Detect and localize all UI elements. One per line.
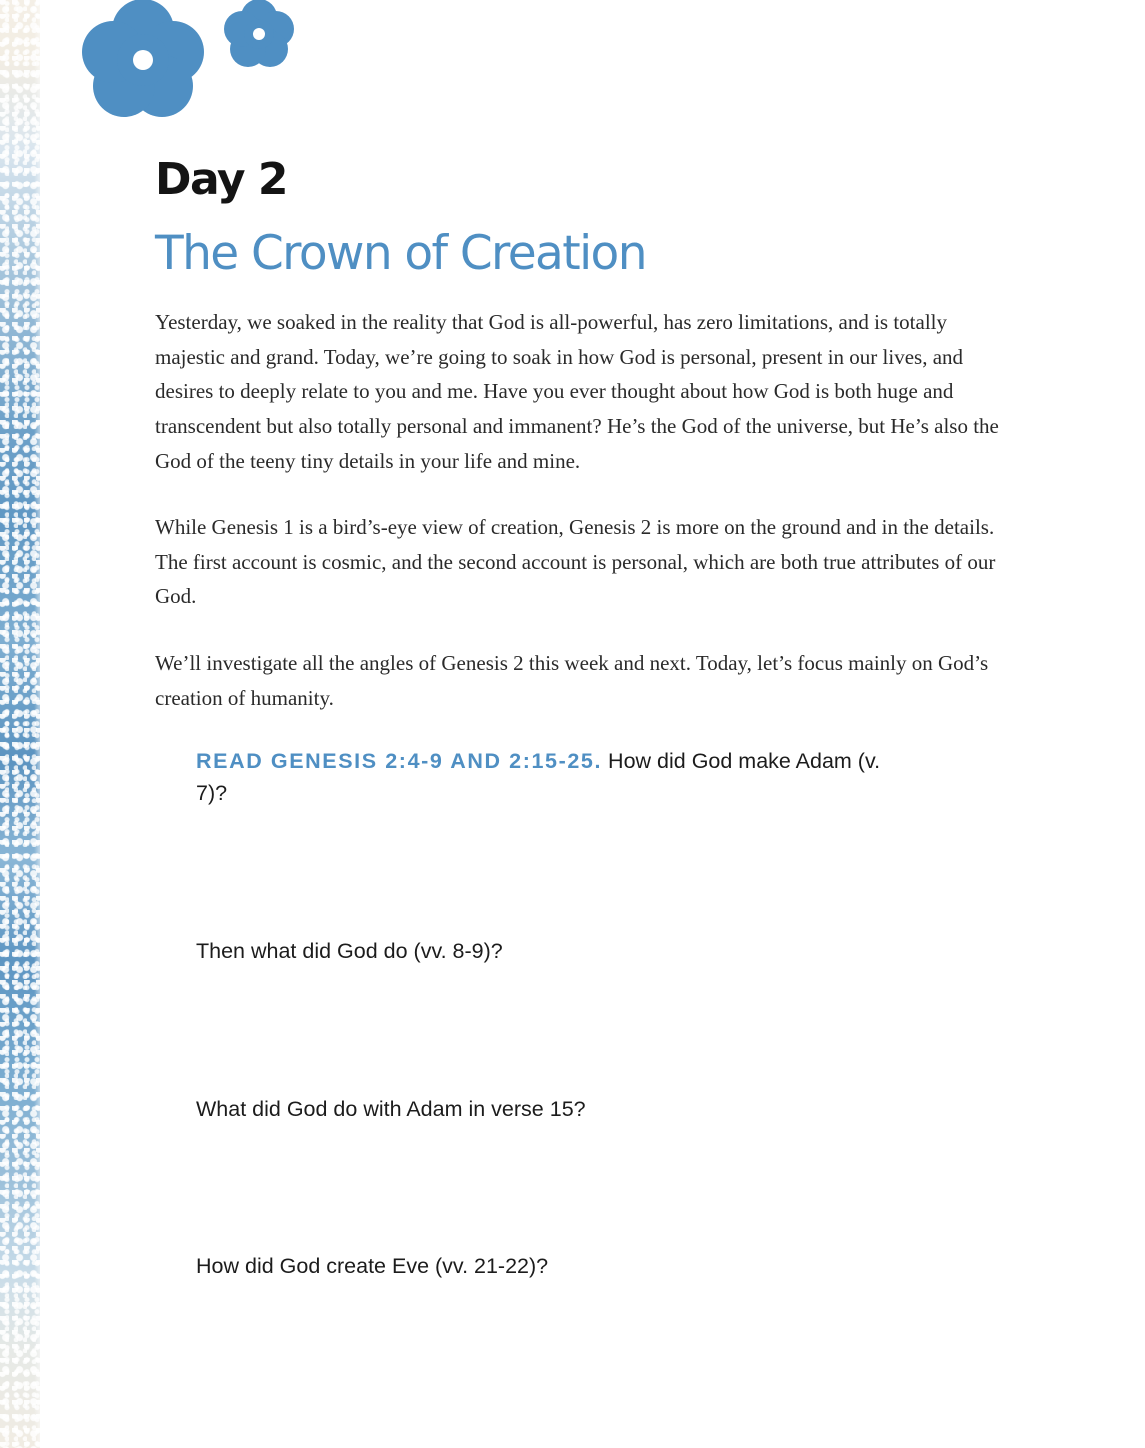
small-flower-icon — [224, 0, 294, 67]
question-2: Then what did God do (vv. 8-9)? — [196, 939, 503, 963]
day-label: Day 2 — [155, 154, 287, 205]
body-paragraph: We’ll investigate all the angles of Genesis 2 this week and next. Today, let’s focus mainly on God’s creation of humanity. — [155, 651, 989, 710]
flower-decoration — [0, 0, 320, 140]
read-prompt: READ GENESIS 2:4-9 AND 2:15-25. — [196, 749, 603, 773]
question-1 — [196, 745, 896, 809]
body-paragraph: Yesterday, we soaked in the reality that God is all-powerful, has zero limitations, and is totally majestic and grand. Today, we’re going to soak in how God is personal, present in our lives, and desires to deeply relate to you and me. Have you ever thought about how God is both huge and transcendent but also totally personal and immanent? He’s the God of the universe, but He’s also the God of the teeny tiny details in your life and mine. — [155, 310, 999, 473]
question-4: How did God create Eve (vv. 21-22)? — [196, 1254, 549, 1278]
large-flower-icon — [82, 0, 204, 117]
page-title: The Crown of Creation — [155, 226, 646, 281]
question-1-text: How did God make Adam (v. 7)? — [196, 749, 881, 805]
body-paragraph: While Genesis 1 is a bird’s-eye view of creation, Genesis 2 is more on the ground and in the details. The first account is cosmic, and the second account is personal, which are both true attributes of our God. — [155, 515, 996, 609]
watercolor-edge — [0, 0, 40, 1448]
question-3: What did God do with Adam in verse 15? — [196, 1097, 586, 1121]
